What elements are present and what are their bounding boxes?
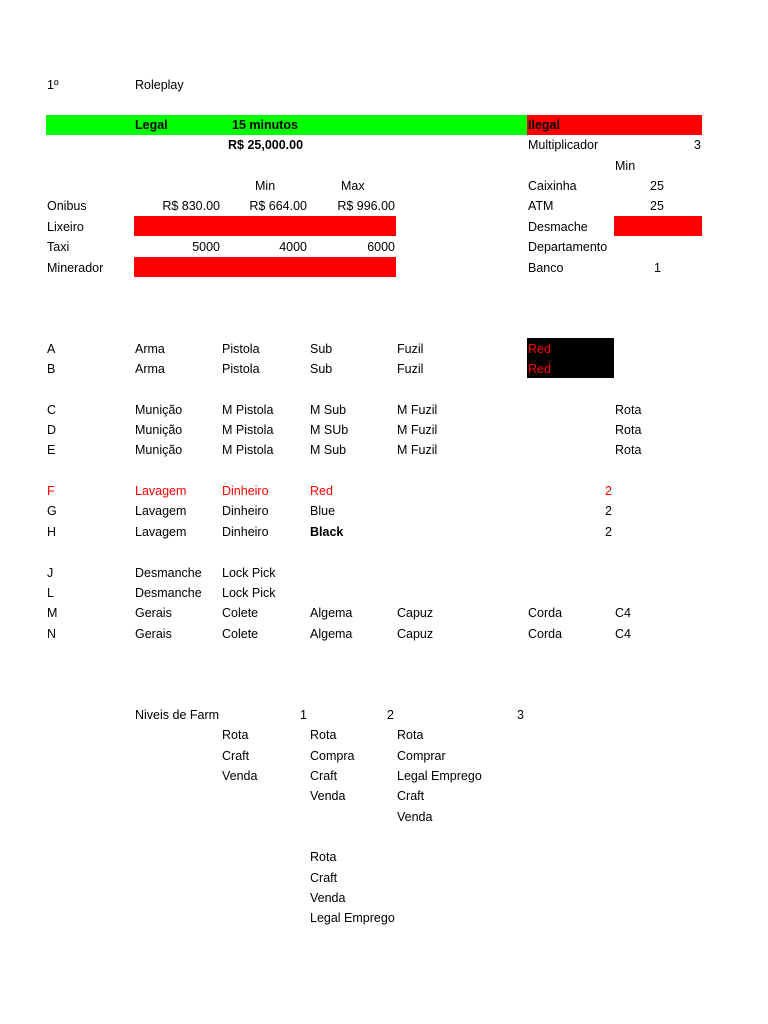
cell[interactable]: Pistola: [222, 342, 260, 356]
cell[interactable]: Capuz: [397, 606, 434, 620]
cell[interactable]: 2: [605, 525, 612, 539]
cell[interactable]: Corda: [528, 627, 563, 641]
cell[interactable]: Lavagem: [135, 525, 187, 539]
farm-step[interactable]: Craft: [310, 769, 338, 783]
cell[interactable]: Dinheiro: [222, 504, 269, 518]
legal-time[interactable]: 15 minutos: [232, 118, 298, 132]
cell[interactable]: M Fuzil: [397, 443, 438, 457]
farm-step[interactable]: Craft: [397, 789, 425, 803]
job-name[interactable]: Minerador: [47, 261, 104, 275]
cell[interactable]: M Pistola: [222, 423, 274, 437]
cell[interactable]: M SUb: [310, 423, 349, 437]
cell[interactable]: Fuzil: [397, 342, 424, 356]
cell[interactable]: M Sub: [310, 443, 347, 457]
farm-step[interactable]: Rota: [222, 728, 249, 742]
cell[interactable]: Dinheiro: [222, 484, 269, 498]
cell[interactable]: Capuz: [397, 627, 434, 641]
page-title[interactable]: Roleplay: [135, 78, 184, 92]
cell[interactable]: Lavagem: [135, 504, 187, 518]
ilegal-min-label[interactable]: Min: [615, 159, 636, 173]
farm-step[interactable]: Legal Emprego: [310, 911, 395, 925]
row-id[interactable]: D: [47, 423, 57, 437]
cell[interactable]: Algema: [310, 627, 353, 641]
farm-level[interactable]: 3: [517, 708, 524, 722]
cell[interactable]: Fuzil: [397, 362, 424, 376]
job-min[interactable]: R$ 664.00: [249, 199, 307, 213]
farm-step[interactable]: Rota: [397, 728, 424, 742]
row-id[interactable]: F: [47, 484, 55, 498]
cell[interactable]: Lock Pick: [222, 566, 276, 580]
cell[interactable]: C4: [615, 627, 631, 641]
job-max[interactable]: 6000: [367, 240, 395, 254]
cell[interactable]: Munição: [135, 443, 183, 457]
row-id[interactable]: C: [47, 403, 57, 417]
farm-step[interactable]: Venda: [310, 891, 346, 905]
row-id[interactable]: N: [47, 627, 57, 641]
desmache-red-cell: [614, 216, 702, 236]
cell[interactable]: Algema: [310, 606, 353, 620]
cell[interactable]: Gerais: [135, 606, 172, 620]
job-name[interactable]: Taxi: [47, 240, 70, 254]
ilegal-row-name[interactable]: Departamento: [528, 240, 608, 254]
red-tag[interactable]: Red: [528, 362, 551, 376]
ilegal-row-value[interactable]: 25: [650, 199, 664, 213]
jobs-min-label[interactable]: Min: [255, 179, 276, 193]
cell[interactable]: Rota: [615, 423, 642, 437]
legal-amount[interactable]: R$ 25,000.00: [228, 138, 304, 152]
multiplicador-label[interactable]: Multiplicador: [528, 138, 599, 152]
legal-label[interactable]: Legal: [135, 118, 168, 132]
ilegal-row-value[interactable]: 1: [654, 261, 661, 275]
row-id[interactable]: B: [47, 362, 56, 376]
cell[interactable]: Munição: [135, 403, 183, 417]
farm-step[interactable]: Rota: [310, 850, 337, 864]
row-id[interactable]: H: [47, 525, 57, 539]
row-id[interactable]: A: [47, 342, 56, 356]
farm-step[interactable]: Venda: [397, 810, 433, 824]
farm-label[interactable]: Niveis de Farm: [135, 708, 220, 722]
cell[interactable]: Rota: [615, 443, 642, 457]
multiplicador-value[interactable]: 3: [694, 138, 701, 152]
cell[interactable]: Sub: [310, 342, 333, 356]
cell[interactable]: 2: [605, 504, 612, 518]
job-min[interactable]: 4000: [279, 240, 307, 254]
cell[interactable]: 2: [605, 484, 612, 498]
cell[interactable]: Sub: [310, 362, 333, 376]
ilegal-row-name[interactable]: ATM: [528, 199, 554, 213]
cell[interactable]: C4: [615, 606, 631, 620]
cell[interactable]: Red: [310, 484, 333, 498]
job-base[interactable]: 5000: [192, 240, 220, 254]
cell[interactable]: Corda: [528, 606, 563, 620]
cell[interactable]: Gerais: [135, 627, 172, 641]
ilegal-row-value[interactable]: 25: [650, 179, 664, 193]
row-id[interactable]: G: [47, 504, 57, 518]
cell[interactable]: Blue: [310, 504, 336, 518]
cell[interactable]: M Fuzil: [397, 403, 438, 417]
farm-step[interactable]: Craft: [222, 749, 250, 763]
lixeiro-red-cells: [134, 216, 396, 236]
ilegal-row-name[interactable]: Banco: [528, 261, 564, 275]
ilegal-row-name[interactable]: Caixinha: [528, 179, 577, 193]
cell[interactable]: Desmanche: [135, 566, 202, 580]
cell[interactable]: Pistola: [222, 362, 260, 376]
cell[interactable]: Arma: [135, 342, 165, 356]
cell[interactable]: Rota: [615, 403, 642, 417]
farm-level[interactable]: 1: [300, 708, 307, 722]
job-name[interactable]: Lixeiro: [47, 220, 84, 234]
cell[interactable]: Lavagem: [135, 484, 187, 498]
cell[interactable]: Colete: [222, 606, 259, 620]
farm-step[interactable]: Comprar: [397, 749, 446, 763]
ilegal-label[interactable]: Ilegal: [528, 118, 560, 132]
row-id[interactable]: M: [47, 606, 58, 620]
farm-step[interactable]: Rota: [310, 728, 337, 742]
minerador-red-cells: [134, 257, 396, 277]
cell[interactable]: M Pistola: [222, 403, 274, 417]
row-id[interactable]: E: [47, 443, 56, 457]
cell[interactable]: M Pistola: [222, 443, 274, 457]
cell[interactable]: Munição: [135, 423, 183, 437]
cell[interactable]: M Sub: [310, 403, 347, 417]
job-max[interactable]: R$ 996.00: [337, 199, 395, 213]
cell[interactable]: Arma: [135, 362, 165, 376]
job-base[interactable]: R$ 830.00: [162, 199, 220, 213]
farm-step[interactable]: Legal Emprego: [397, 769, 482, 783]
cell[interactable]: Black: [310, 525, 344, 539]
row-id[interactable]: L: [47, 586, 54, 600]
red-tag[interactable]: Red: [528, 342, 551, 356]
farm-level[interactable]: 2: [387, 708, 394, 722]
job-name[interactable]: Onibus: [47, 199, 87, 213]
cell[interactable]: Colete: [222, 627, 259, 641]
ilegal-row-name[interactable]: Desmache: [528, 220, 588, 234]
row-index[interactable]: 1º: [47, 78, 59, 92]
cell[interactable]: Dinheiro: [222, 525, 269, 539]
farm-step[interactable]: Craft: [310, 871, 338, 885]
farm-step[interactable]: Venda: [310, 789, 346, 803]
cell[interactable]: Lock Pick: [222, 586, 276, 600]
farm-step[interactable]: Venda: [222, 769, 258, 783]
row-id[interactable]: J: [47, 566, 54, 580]
farm-step[interactable]: Compra: [310, 749, 355, 763]
jobs-max-label[interactable]: Max: [341, 179, 365, 193]
cell[interactable]: M Fuzil: [397, 423, 438, 437]
cell[interactable]: Desmanche: [135, 586, 202, 600]
